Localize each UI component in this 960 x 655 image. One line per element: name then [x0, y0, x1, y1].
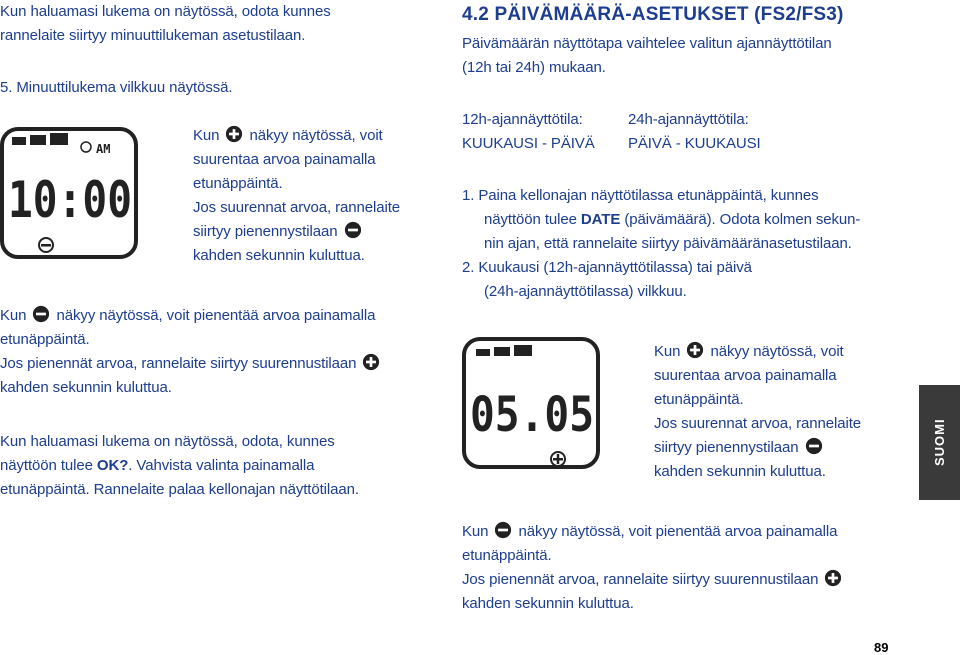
left-intro-line-2: rannelaite siirtyy minuuttilukeman asetustilaan.: [0, 27, 306, 44]
watch-display-time: [0, 125, 140, 265]
mode-24h: 24h-ajannäyttötila: PÄIVÄ - KUUKAUSI: [628, 111, 761, 152]
watch-segment-bar-3: [514, 345, 532, 356]
plus-icon: [686, 341, 704, 359]
left-side-notes: Kun näkyy näytössä, voit suurentaa arvoa painamalla etunäppäintä. Jos suurennat arvoa, rannelaite siirtyy pienennystilaan kahden sekunnin kuluttua.: [193, 127, 401, 264]
watch-segment-bar-3: [50, 133, 68, 145]
watch-segment-bar-1: [12, 137, 26, 145]
left-intro: [0, 0, 331, 48]
plus-icon: [225, 125, 243, 143]
language-tab: SUOMI: [919, 385, 960, 500]
right-minus-paragraph: Kun näkyy näytössä, voit pienentää arvoa painamalla etunäppäintä. Jos pienennät arvoa, rannelaite siirtyy suurennustilaan kahden sekunnin kuluttua.: [462, 520, 844, 616]
watch-segment-bar-2: [30, 135, 46, 145]
left-minus-paragraph: Kun näkyy näytössä, voit pienentää arvoa painamalla etunäppäintä. Jos pienennät arvoa, rannelaite siirtyy suurennustilaan kahden sekunnin kuluttua.: [0, 304, 382, 400]
section-heading: 4.2 PÄIVÄMÄÄRÄ-ASETUKSET (FS2/FS3): [462, 4, 844, 25]
left-step-5: 5. Minuuttilukema vilkkuu näytössä.: [0, 79, 233, 96]
watch-date-digits: 05.05: [470, 387, 594, 443]
date-keyword: DATE: [580, 211, 621, 228]
left-intro-line-1: Kun haluamasi lukema on näytössä, odota kunnes: [0, 3, 331, 20]
mode-12h: 12h-ajannäyttötila: KUUKAUSI - PÄIVÄ: [462, 111, 595, 152]
ok-keyword: OK?: [96, 457, 129, 474]
minus-icon: [344, 221, 362, 239]
watch-minus-icon: [39, 238, 53, 252]
minus-icon: [32, 305, 50, 323]
right-steps: 1. Paina kellonajan näyttötilassa etunäppäintä, kunnes näyttöön tulee DATE (päivämäärä). Odota kolmen sekun- nin ajan, että rannelaite siirtyy päivämääränasetustilaan. 2. Kuukausi (12h-ajannäyttötilassa) tai päivä (24h-ajannäyttötilassa) vilkkuu.: [462, 187, 861, 300]
right-side-notes: Kun näkyy näytössä, voit suurentaa arvoa painamalla etunäppäintä. Jos suurennat arvoa, rannelaite siirtyy pienennystilaan kahden sekunnin kuluttua.: [654, 343, 862, 480]
right-intro: Päivämäärän näyttötapa vaihtelee valitun ajannäyttötilan (12h tai 24h) mukaan.: [462, 35, 832, 76]
plus-icon: [824, 569, 842, 587]
watch-plus-icon: [551, 452, 565, 466]
page-number: 89: [874, 640, 889, 655]
minus-icon: [805, 437, 823, 455]
left-ok-paragraph: Kun haluamasi lukema on näytössä, odota, kunnes näyttöön tulee OK?. Vahvista valinta painamalla etunäppäintä. Rannelaite palaa kellonajan näyttötilaan.: [0, 433, 359, 498]
plus-icon: [362, 353, 380, 371]
watch-segment-bar-2: [494, 347, 510, 356]
alarm-clock-icon: [81, 142, 91, 152]
watch-time-digits: 10:00: [8, 171, 132, 229]
watch-am-indicator: AM: [96, 142, 111, 156]
watch-segment-bar-1: [476, 349, 490, 356]
watch-display-date: [462, 335, 602, 475]
minus-icon: [494, 521, 512, 539]
